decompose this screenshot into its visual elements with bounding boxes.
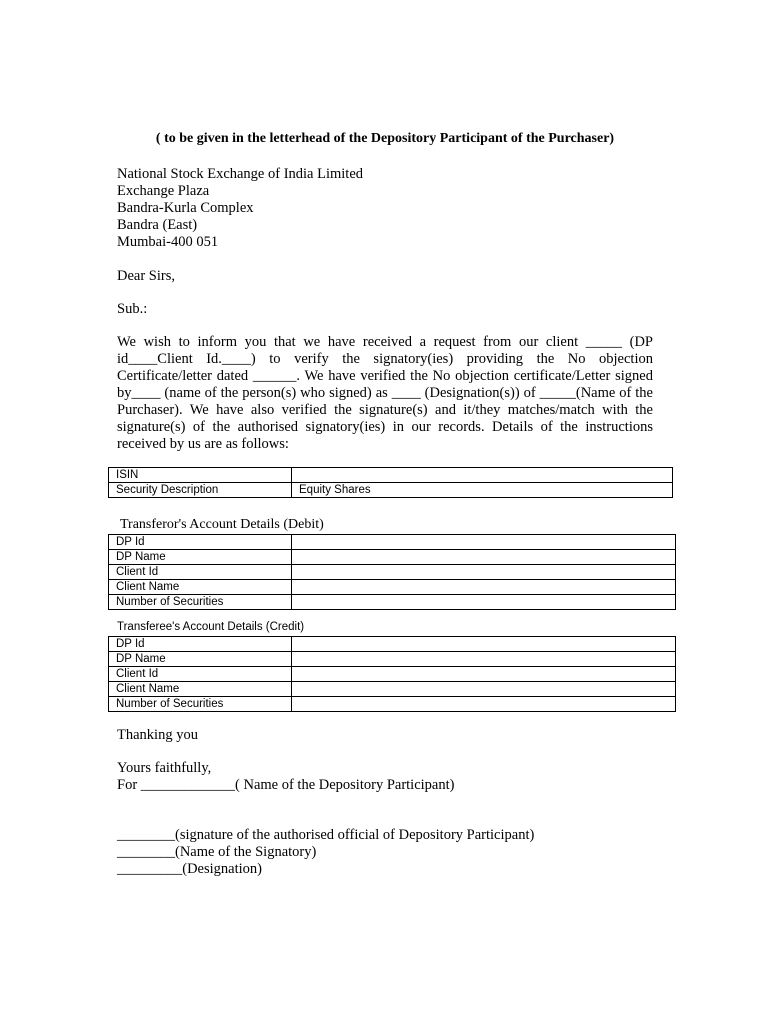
row-label: DP Id bbox=[109, 637, 292, 652]
row-value bbox=[292, 682, 676, 697]
row-value bbox=[292, 565, 676, 580]
security-label-isin: ISIN bbox=[109, 468, 292, 483]
row-value bbox=[292, 652, 676, 667]
address-line: Bandra (East) bbox=[117, 217, 198, 233]
transferee-section-title: Transferee's Account Details (Credit) bbox=[117, 621, 305, 633]
row-label: Client Id bbox=[109, 667, 292, 682]
table-row bbox=[109, 550, 676, 565]
thanking-line: Thanking you bbox=[117, 727, 198, 743]
security-table bbox=[108, 467, 673, 498]
table-row bbox=[109, 468, 673, 483]
table-row bbox=[109, 637, 676, 652]
security-value-isin bbox=[292, 468, 673, 483]
security-label-description: Security Description bbox=[109, 483, 292, 498]
address-line: Exchange Plaza bbox=[117, 183, 210, 199]
table-row bbox=[109, 652, 676, 667]
table-row bbox=[109, 667, 676, 682]
recipient-address bbox=[117, 166, 363, 251]
address-line: National Stock Exchange of India Limited bbox=[117, 166, 364, 182]
row-value bbox=[292, 697, 676, 712]
transferee-table bbox=[108, 636, 676, 712]
row-label: Number of Securities bbox=[109, 697, 292, 712]
security-value-description: Equity Shares bbox=[292, 483, 673, 498]
row-label: Client Id bbox=[109, 565, 292, 580]
table-row bbox=[109, 483, 673, 498]
subject-line: Sub.: bbox=[117, 301, 148, 317]
closing-block bbox=[117, 760, 454, 794]
row-label: DP Id bbox=[109, 535, 292, 550]
row-value bbox=[292, 637, 676, 652]
signature-line: ________(Name of the Signatory) bbox=[117, 844, 317, 860]
row-label: DP Name bbox=[109, 550, 292, 565]
closing-line: Yours faithfully, bbox=[117, 760, 212, 776]
row-value bbox=[292, 535, 676, 550]
row-value bbox=[292, 580, 676, 595]
transferor-section-title: Transferor's Account Details (Debit) bbox=[120, 517, 324, 532]
row-value bbox=[292, 550, 676, 565]
row-value bbox=[292, 667, 676, 682]
table-row bbox=[109, 565, 676, 580]
document-heading: ( to be given in the letterhead of the Depository Participant of the Purchaser) bbox=[155, 131, 615, 146]
signature-line: _________(Designation) bbox=[117, 861, 262, 877]
salutation: Dear Sirs, bbox=[117, 268, 175, 284]
table-row bbox=[109, 697, 676, 712]
signature-block bbox=[117, 827, 534, 878]
address-line: Mumbai-400 051 bbox=[117, 234, 219, 250]
row-label: Client Name bbox=[109, 682, 292, 697]
table-row bbox=[109, 535, 676, 550]
table-row bbox=[109, 580, 676, 595]
transferor-table bbox=[108, 534, 676, 610]
body-paragraph: We wish to inform you that we have received a request from our client _____ (DP id____Client Id.____) to verify the signatory(ies) providing the No objection Certificate/letter dated ______. We have verified the No objection certificate/Letter signed by____ (name of the person(s) who signed) as ____ (Designation(s)) of _____(Name of the Purchaser). We have also verified the signature(s) and it/they matches/match with the signature(s) of the authorised signatory(ies) in our records. Details of the instructions received by us are as follows: bbox=[117, 334, 653, 452]
row-label: Number of Securities bbox=[109, 595, 292, 610]
row-value bbox=[292, 595, 676, 610]
table-row bbox=[109, 682, 676, 697]
closing-line: For _____________( Name of the Depository Participant) bbox=[117, 777, 455, 793]
signature-line: ________(signature of the authorised official of Depository Participant) bbox=[117, 827, 535, 843]
table-row bbox=[109, 595, 676, 610]
address-line: Bandra-Kurla Complex bbox=[117, 200, 254, 216]
row-label: DP Name bbox=[109, 652, 292, 667]
row-label: Client Name bbox=[109, 580, 292, 595]
